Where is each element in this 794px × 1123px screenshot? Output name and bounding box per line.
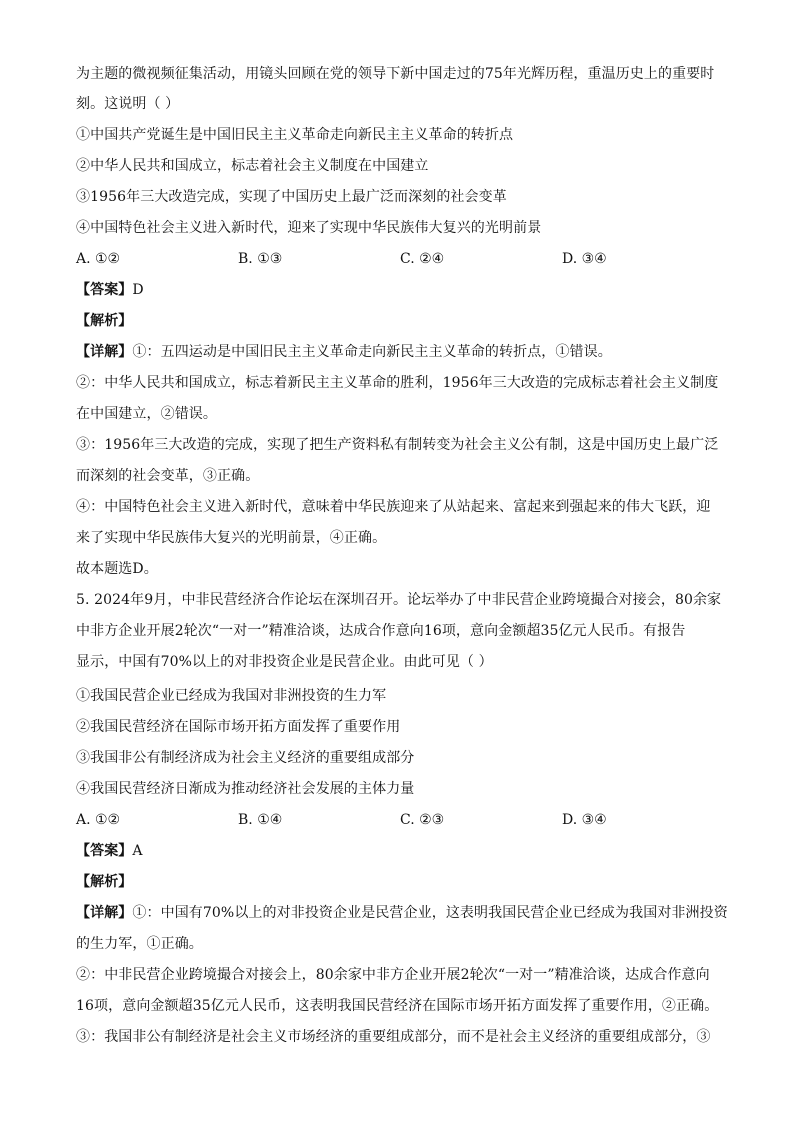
detail-text: ①：中国有70%以上的对非投资企业是民营企业，这表明我国民营企业已经成为我国对非洲投资 <box>132 905 728 921</box>
q4-option-c: C. ②④ <box>400 251 445 267</box>
q4-detail-1 <box>76 342 736 362</box>
q5-detail-2b: 16项，意向金额超35亿元人民币，这表明我国民营经济在国际市场开拓方面发挥了重要作用，②正确。 <box>76 998 719 1014</box>
q5-option-d: D. ③④ <box>562 812 607 828</box>
detail-label: 【详解】 <box>76 344 133 360</box>
q5-analysis-label: 【解析】 <box>76 874 133 890</box>
q4-detail-2b: 在中国建立，②错误。 <box>76 406 217 422</box>
q4-option-b: B. ①③ <box>238 251 283 267</box>
q5-item-1: ①我国民营企业已经成为我国对非洲投资的生力军 <box>76 688 387 704</box>
q4-conclusion: 故本题选D。 <box>76 561 158 577</box>
q4-detail-4a: ④：中国特色社会主义进入新时代，意味着中华民族迎来了从站起来、富起来到强起来的伟大飞跃，迎 <box>76 499 711 515</box>
detail-label: 【详解】 <box>76 905 133 921</box>
q4-item-3: ③1956年三大改造完成，实现了中国历史上最广泛而深刻的社会变革 <box>76 189 507 205</box>
q5-detail-2a: ②：中非民营企业跨境撮合对接会上，80余家中非方企业开展2轮次“一对一”精准洽谈，达成合作意向 <box>76 967 710 983</box>
q4-item-2: ②中华人民共和国成立，标志着社会主义制度在中国建立 <box>76 158 429 174</box>
q4-detail-2a: ②：中华人民共和国成立，标志着新民主主义革命的胜利，1956年三大改造的完成标志着社会主义制度 <box>76 375 719 391</box>
q4-stem-line-2: 刻。这说明（ ） <box>76 96 180 112</box>
q5-detail-3a: ③：我国非公有制经济是社会主义市场经济的重要组成部分，而不是社会主义经济的重要组成部分，③ <box>76 1029 711 1045</box>
q4-detail-3a: ③：1956年三大改造的完成，实现了把生产资料私有制转变为社会主义公有制，这是中国历史上最广泛 <box>76 437 719 453</box>
q5-answer <box>76 841 736 861</box>
q4-analysis-label: 【解析】 <box>76 313 133 329</box>
answer-label: 【答案】 <box>76 282 133 298</box>
q5-stem-line-1: 5. 2024年9月，中非民营经济合作论坛在深圳召开。论坛举办了中非民营企业跨境撮合对接会，80余家 <box>76 592 722 608</box>
q5-option-c: C. ②③ <box>400 812 445 828</box>
q4-option-d: D. ③④ <box>562 251 607 267</box>
answer-value: D <box>132 282 144 298</box>
q4-answer <box>76 280 736 300</box>
q5-stem-line-3: 显示，中国有70%以上的对非投资企业是民营企业。由此可见（ ） <box>76 654 493 670</box>
q4-detail-4b: 来了实现中华民族伟大复兴的光明前景，④正确。 <box>76 530 387 546</box>
q4-item-1: ①中国共产党诞生是中国旧民主主义革命走向新民主主义革命的转折点 <box>76 127 514 143</box>
q5-detail-1b: 的生力军，①正确。 <box>76 936 203 952</box>
q5-item-3: ③我国非公有制经济成为社会主义经济的重要组成部分 <box>76 750 415 766</box>
q5-option-b: B. ①④ <box>238 812 283 828</box>
q5-option-a: A. ①② <box>76 812 121 828</box>
q5-stem-line-2: 中非方企业开展2轮次“一对一”精准洽谈，达成合作意向16项，意向金额超35亿元人民币。有报告 <box>76 623 686 639</box>
q4-stem-line-1: 为主题的微视频征集活动，用镜头回顾在党的领导下新中国走过的75年光辉历程，重温历史上的重要时 <box>76 66 715 82</box>
answer-label: 【答案】 <box>76 843 133 859</box>
q4-option-a: A. ①② <box>76 251 121 267</box>
answer-value: A <box>132 843 143 859</box>
q4-detail-3b: 而深刻的社会变革，③正确。 <box>76 468 260 484</box>
q5-detail-1a <box>76 903 736 923</box>
q5-item-4: ④我国民营经济日渐成为推动经济社会发展的主体力量 <box>76 781 415 797</box>
detail-text: ①：五四运动是中国旧民主主义革命走向新民主主义革命的转折点，①错误。 <box>132 344 612 360</box>
q4-item-4: ④中国特色社会主义进入新时代，迎来了实现中华民族伟大复兴的光明前景 <box>76 220 542 236</box>
q5-item-2: ②我国民营经济在国际市场开拓方面发挥了重要作用 <box>76 719 401 735</box>
